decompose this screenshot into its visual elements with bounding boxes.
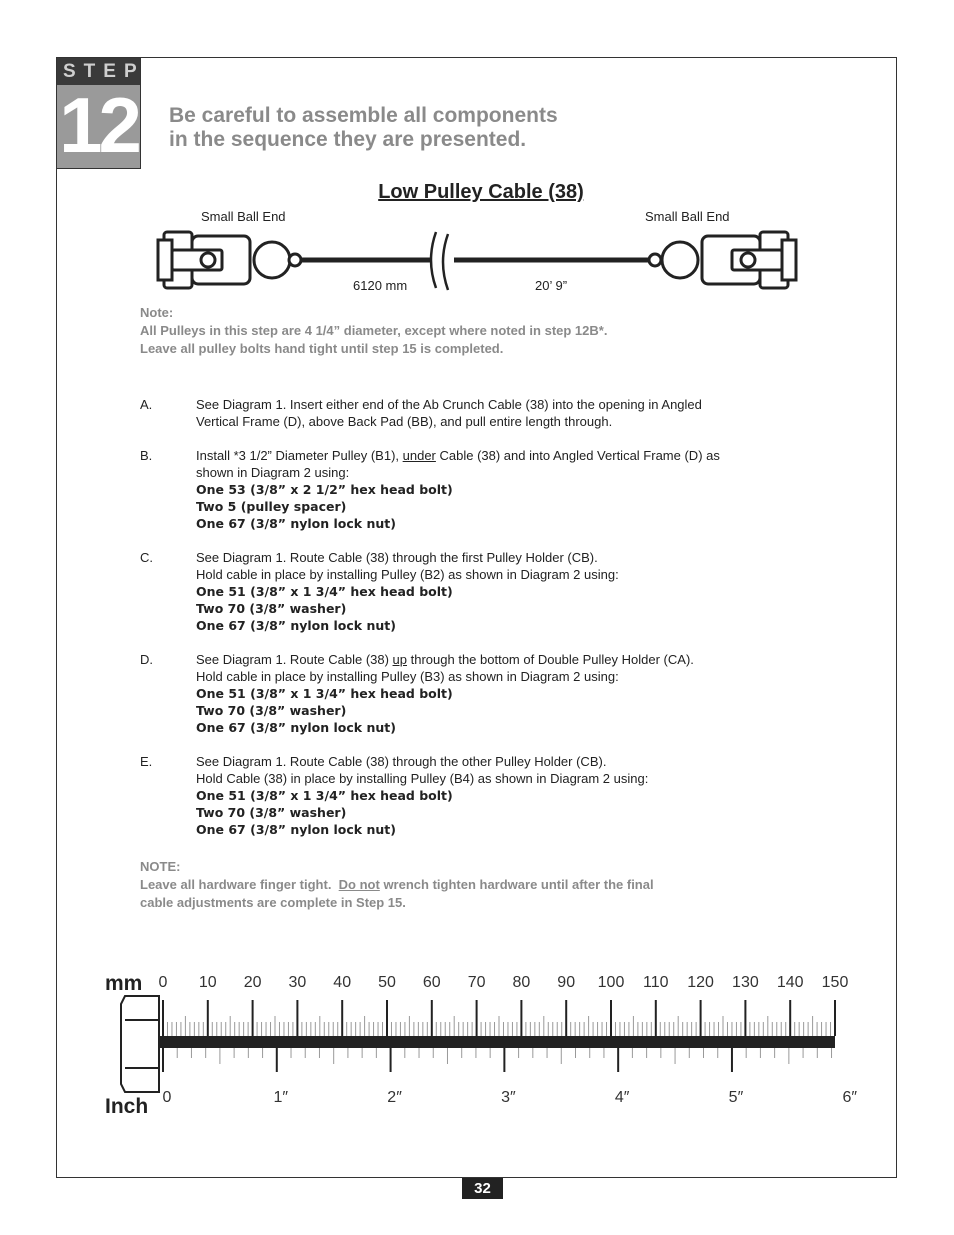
hardware-item: One 67 (3/8” nylon lock nut) — [196, 618, 396, 633]
ruler-mm-label: mm — [105, 972, 143, 995]
instruction-list — [140, 396, 820, 855]
note-label: Note: — [140, 305, 174, 320]
step-text: Hold cable in place by installing Pulley (B3) as shown in Diagram 2 using: — [196, 669, 619, 684]
step-text: Hold Cable (38) in place by installing Pulley (B4) as shown in Diagram 2 using: — [196, 771, 649, 786]
note-line2: Leave all pulley bolts hand tight until step 15 is completed. — [140, 341, 504, 356]
step-c — [140, 549, 820, 634]
cable-length-ft: 20’ 9” — [535, 278, 568, 293]
right-ball — [649, 242, 698, 278]
step-body — [196, 651, 820, 736]
step-text: shown in Diagram 2 using: — [196, 465, 350, 480]
inch-tick-label: 2″ — [387, 1089, 402, 1106]
note-line1 — [140, 876, 654, 894]
text-span: Install *3 1/2” Diameter Pulley (B1), — [196, 448, 403, 463]
step-letter: A. — [140, 397, 153, 412]
hardware-item: One 51 (3/8” x 1 3/4” hex head bolt) — [196, 788, 453, 803]
mm-tick-label: 10 — [198, 974, 217, 991]
mm-tick-label: 60 — [422, 974, 441, 991]
inch-tick-label: 5″ — [728, 1089, 744, 1106]
ruler-inch-label: Inch — [105, 1095, 149, 1118]
step-badge — [56, 57, 145, 169]
text-span: through the bottom of Double Pulley Holder (CA). — [407, 652, 694, 667]
text-span: Cable (38) and into Angled Vertical Frame (D) as — [435, 448, 720, 463]
note-line2: cable adjustments are complete in Step 15. — [140, 895, 406, 910]
mm-tick-label: 20 — [243, 974, 262, 991]
mm-scale — [159, 974, 849, 1036]
step-number: 12 — [59, 81, 138, 169]
mm-tick-label: 80 — [512, 974, 531, 991]
note-label: NOTE: — [140, 859, 181, 874]
step-e — [140, 753, 820, 838]
hardware-item: Two 70 (3/8” washer) — [196, 805, 347, 820]
hardware-item: One 51 (3/8” x 1 3/4” hex head bolt) — [196, 584, 453, 599]
inch-tick-label: 6″ — [842, 1089, 858, 1106]
right-clevis — [702, 232, 796, 288]
cable-left-end-label: Small Ball End — [201, 209, 286, 224]
note-pulley-info — [140, 304, 607, 358]
step-text — [196, 447, 820, 464]
cable-right-end-label: Small Ball End — [645, 209, 730, 224]
step-letter: B. — [140, 448, 153, 463]
text-span: Leave all hardware finger tight. — [140, 877, 339, 892]
step-body — [196, 396, 820, 430]
step-text: See Diagram 1. Route Cable (38) through the other Pulley Holder (CB). — [196, 754, 607, 769]
mm-tick-label: 120 — [687, 974, 714, 991]
step-word: STEP — [57, 58, 140, 85]
bolt-head-icon — [121, 996, 159, 1092]
hardware-item: One 53 (3/8” x 2 1/2” hex head bolt) — [196, 482, 453, 497]
mm-tick-label: 40 — [333, 974, 352, 991]
bolt-shaft — [159, 1036, 835, 1048]
underlined-text: up — [392, 652, 408, 667]
underlined-text: under — [402, 448, 436, 463]
headline-line1: Be careful to assemble all components — [169, 104, 558, 127]
mm-tick-label: 50 — [378, 974, 396, 991]
cable-length-mm: 6120 mm — [353, 278, 408, 293]
mm-tick-label: 70 — [467, 974, 486, 991]
step-letter: E. — [140, 754, 153, 769]
hardware-item: One 51 (3/8” x 1 3/4” hex head bolt) — [196, 686, 453, 701]
headline-line2: in the sequence they are presented. — [169, 128, 527, 151]
step-text: Vertical Frame (D), above Back Pad (BB), and pull entire length through. — [196, 414, 613, 429]
inch-tick-label: 0 — [162, 1089, 172, 1106]
underlined-text: Do not — [338, 877, 380, 892]
page-number: 32 — [462, 1178, 503, 1199]
note-line1: All Pulleys in this step are 4 1/4” diameter, except where noted in step 12B*. — [140, 323, 608, 338]
hardware-item: One 67 (3/8” nylon lock nut) — [196, 516, 396, 531]
headline — [169, 104, 558, 152]
cable-title: Low Pulley Cable (38) — [378, 181, 584, 203]
step-letter: C. — [140, 550, 153, 565]
break-mark — [431, 232, 448, 290]
mm-tick-label: 100 — [597, 974, 625, 991]
text-span: See Diagram 1. Route Cable (38) — [196, 652, 393, 667]
step-body — [196, 753, 820, 838]
inch-tick-label: 4″ — [614, 1089, 630, 1106]
note-hardware-tight — [140, 858, 654, 912]
hardware-item: Two 70 (3/8” washer) — [196, 601, 347, 616]
mm-tick-label: 30 — [288, 974, 307, 991]
cable-diagram — [150, 222, 810, 302]
step-text: See Diagram 1. Insert either end of the Ab Crunch Cable (38) into the opening in Angled — [196, 397, 702, 412]
step-b — [140, 447, 820, 532]
mm-tick-label: 150 — [821, 974, 849, 991]
left-clevis — [158, 232, 250, 288]
step-body — [196, 549, 820, 634]
hardware-item: One 67 (3/8” nylon lock nut) — [196, 720, 396, 735]
step-text: See Diagram 1. Route Cable (38) through the first Pulley Holder (CB). — [196, 550, 598, 565]
bolt-ruler — [95, 960, 875, 1125]
inch-scale — [163, 1048, 858, 1106]
hardware-item: One 67 (3/8” nylon lock nut) — [196, 822, 396, 837]
inch-tick-label: 3″ — [501, 1089, 516, 1106]
mm-tick-label: 90 — [557, 974, 576, 991]
step-body — [196, 447, 820, 532]
left-ball — [254, 242, 301, 278]
mm-tick-label: 110 — [643, 974, 669, 991]
step-letter: D. — [140, 652, 153, 667]
mm-tick-label: 0 — [158, 974, 168, 991]
inch-tick-label: 1″ — [273, 1089, 289, 1106]
mm-tick-label: 130 — [732, 974, 759, 991]
step-text — [196, 651, 820, 668]
step-d — [140, 651, 820, 736]
step-a — [140, 396, 820, 430]
step-text: Hold cable in place by installing Pulley (B2) as shown in Diagram 2 using: — [196, 567, 619, 582]
text-span: wrench tighten hardware until after the final — [379, 877, 654, 892]
hardware-item: Two 5 (pulley spacer) — [196, 499, 347, 514]
hardware-item: Two 70 (3/8” washer) — [196, 703, 347, 718]
mm-tick-label: 140 — [776, 974, 804, 991]
